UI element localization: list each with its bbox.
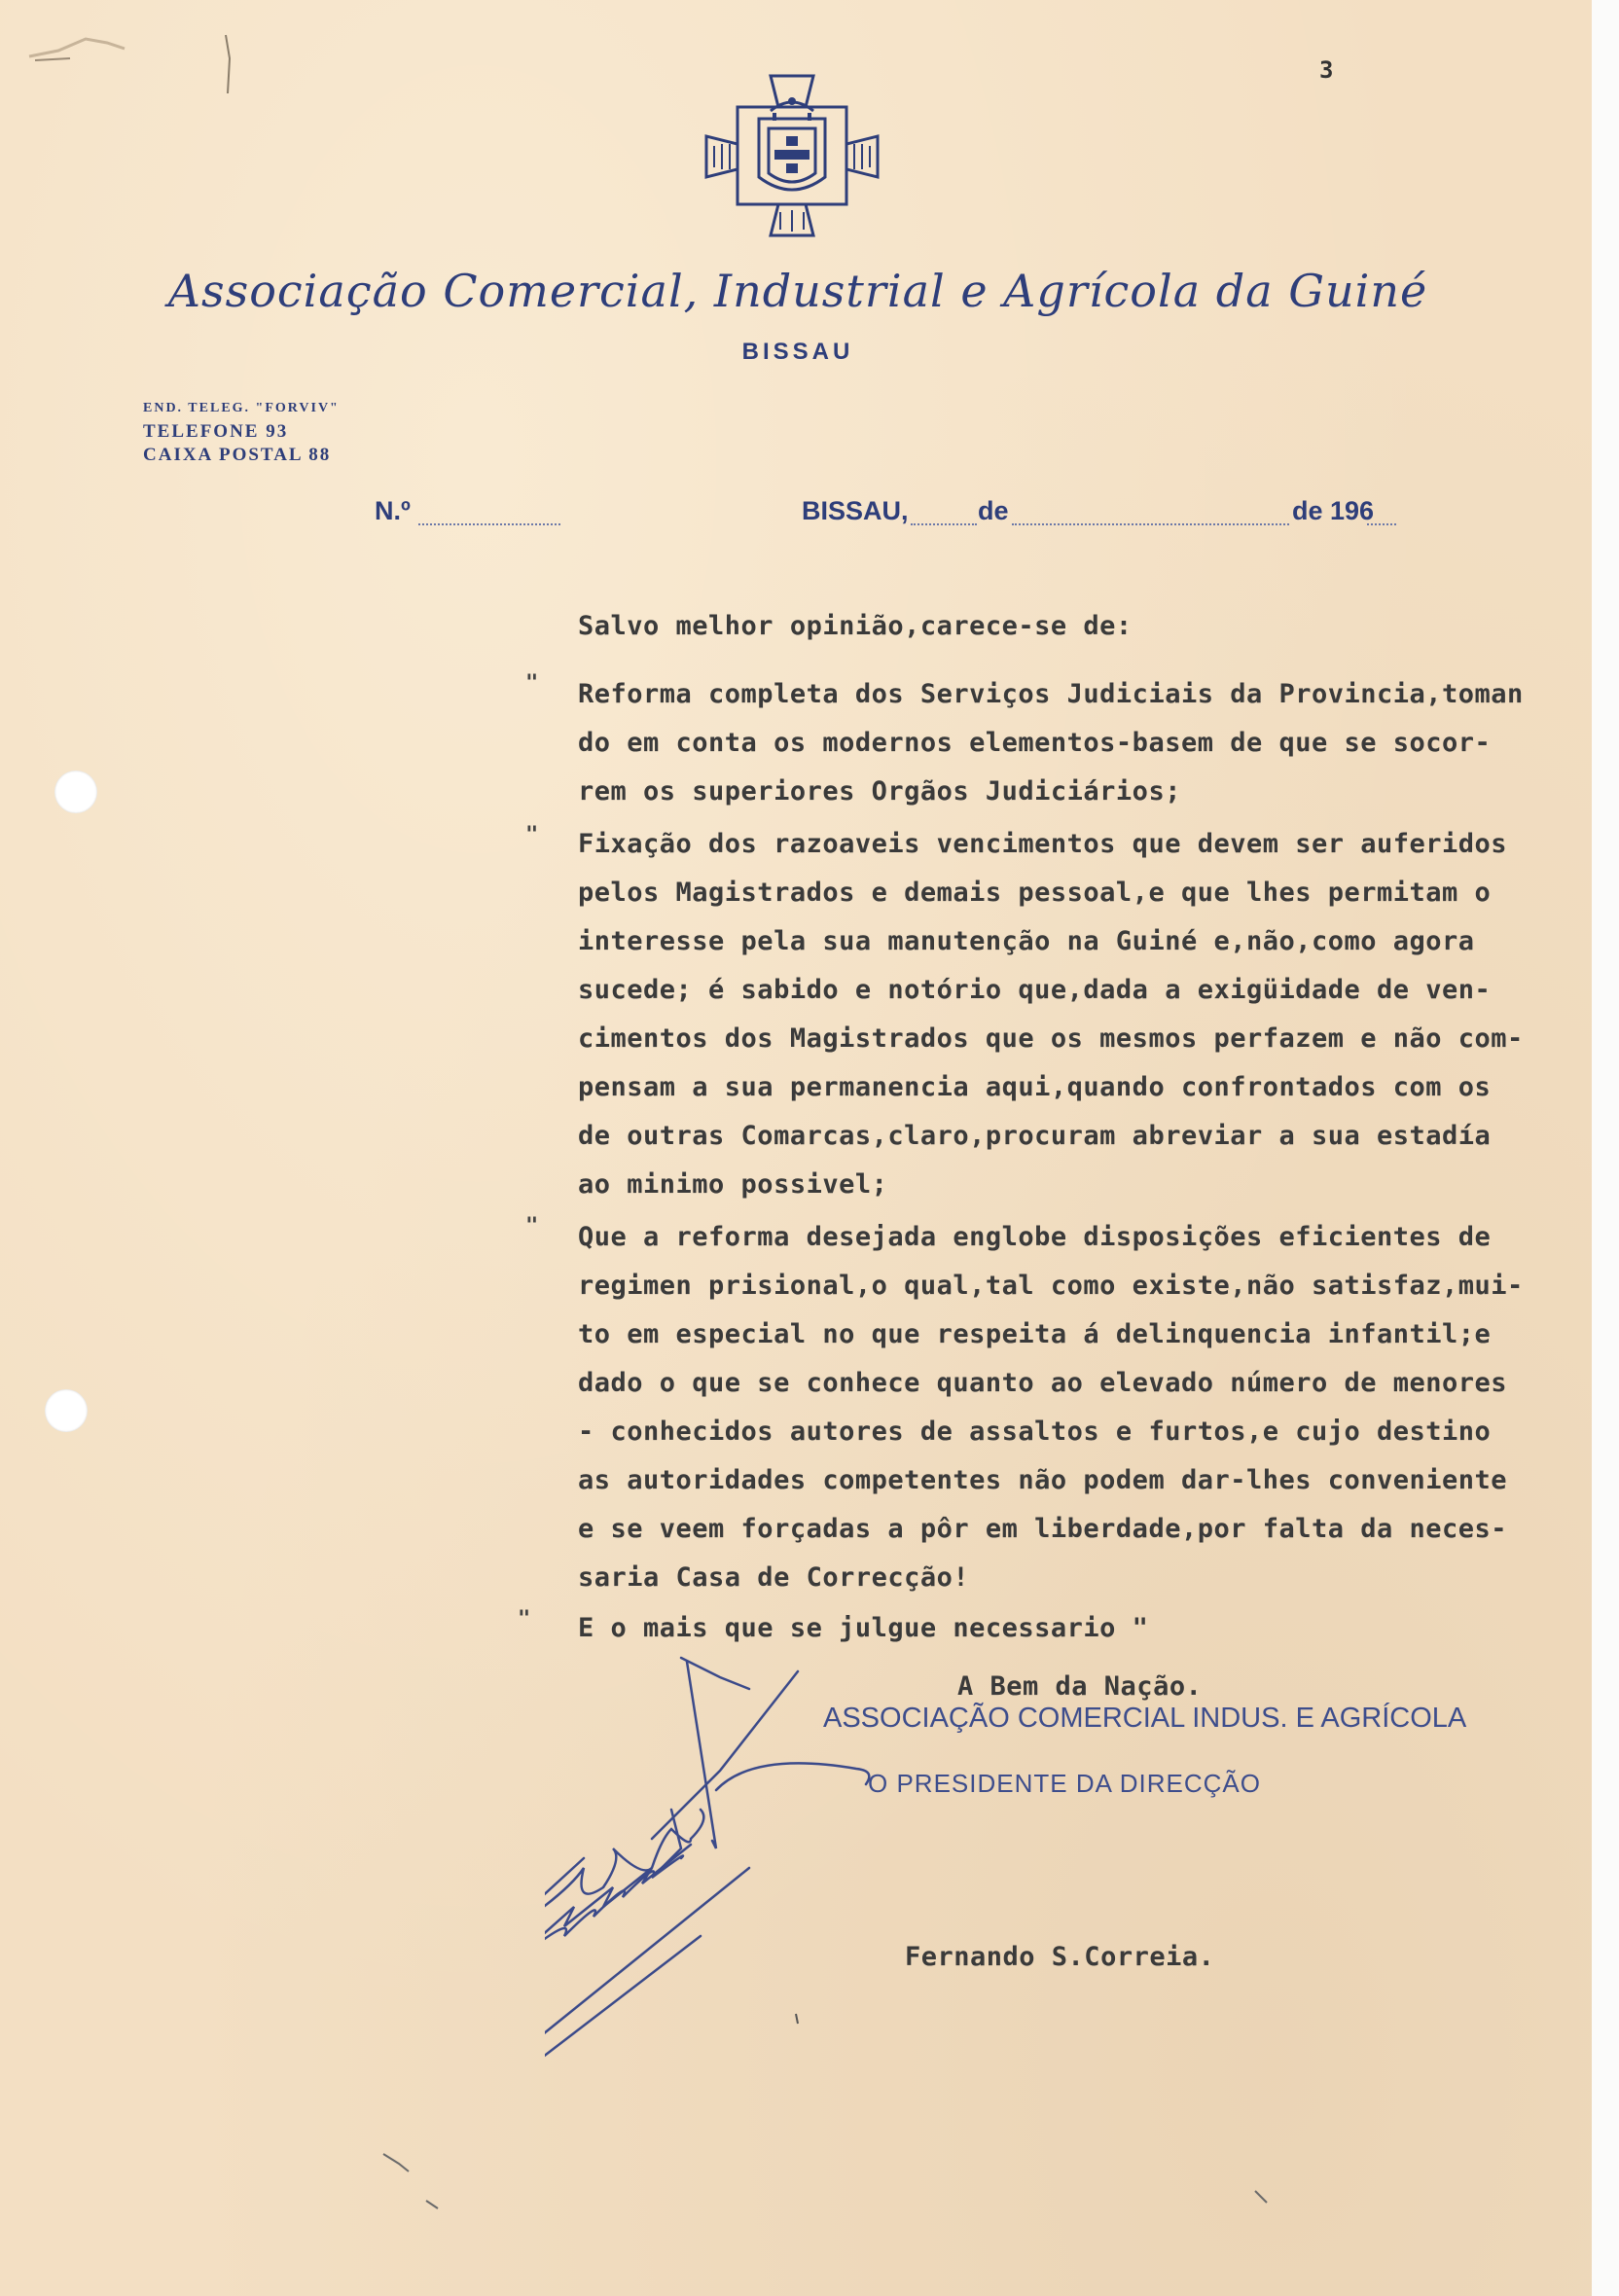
de-label: de bbox=[978, 496, 1009, 525]
item-2-line: ao minimo possivel; bbox=[578, 1169, 888, 1200]
item-3-line: to em especial no que respeita á delinquencia infantil;e bbox=[578, 1319, 1492, 1349]
year-label: de 196 bbox=[1292, 496, 1375, 525]
coat-of-arms-emblem bbox=[702, 68, 881, 243]
telephone: TELEFONE 93 bbox=[143, 421, 289, 442]
quote-mark: " bbox=[518, 1607, 531, 1632]
letterhead-city: BISSAU bbox=[741, 339, 854, 365]
salutation: A Bem da Nação. bbox=[957, 1671, 1203, 1702]
page-edge bbox=[1592, 0, 1619, 2296]
quote-mark: " bbox=[525, 1214, 539, 1238]
item-1-line: Reforma completa dos Serviços Judiciais da Provincia,toman bbox=[578, 679, 1524, 709]
place-label: BISSAU, bbox=[802, 496, 909, 525]
handwritten-signature bbox=[545, 1654, 1343, 2160]
item-2-line: sucede; é sabido e notório que,dada a exigüidade de ven- bbox=[578, 975, 1492, 1005]
quote-mark: " bbox=[525, 671, 539, 696]
stamp-organization: ASSOCIAÇÃO COMERCIAL INDUS. E AGRÍCOLA bbox=[823, 1703, 1467, 1734]
item-3-line: Que a reforma desejada englobe disposições eficientes de bbox=[578, 1222, 1492, 1252]
intro-line: Salvo melhor opinião,carece-se de: bbox=[578, 611, 1133, 641]
item-1-line: rem os superiores Orgãos Judiciários; bbox=[578, 776, 1181, 807]
day-field-line bbox=[911, 523, 977, 525]
number-label: N.º bbox=[375, 496, 411, 525]
number-field-line bbox=[418, 523, 560, 525]
item-2-line: Fixação dos razoaveis vencimentos que devem ser auferidos bbox=[578, 829, 1508, 859]
item-3-line: as autoridades competentes não podem dar-lhes conveniente bbox=[578, 1465, 1508, 1495]
year-field-line bbox=[1367, 523, 1396, 525]
item-2-line: pelos Magistrados e demais pessoal,e que lhes permitam o bbox=[578, 878, 1492, 908]
item-2-line: cimentos dos Magistrados que os mesmos perfazem e não com- bbox=[578, 1023, 1524, 1054]
page-number: 3 bbox=[1319, 56, 1334, 84]
month-field-line bbox=[1012, 523, 1289, 525]
item-3-line: - conhecidos autores de assaltos e furtos,e cujo destino bbox=[578, 1417, 1492, 1447]
item-2-line: de outras Comarcas,claro,procuram abreviar a sua estadía bbox=[578, 1121, 1492, 1151]
item-2-line: interesse pela sua manutenção na Guiné e,não,como agora bbox=[578, 926, 1475, 956]
telegraph-address: END. TELEG. "FORVIV" bbox=[143, 401, 340, 415]
item-2-line: pensam a sua permanencia aqui,quando confrontados com os bbox=[578, 1072, 1492, 1102]
item-1-line: do em conta os modernos elementos-basem de que se socor- bbox=[578, 728, 1492, 758]
stamp-president-title: O PRESIDENTE DA DIRECÇÃO bbox=[868, 1769, 1261, 1798]
signatory-name: Fernando S.Correia. bbox=[905, 1942, 1215, 1972]
item-3-line: saria Casa de Correcção! bbox=[578, 1562, 970, 1593]
item-3-line: dado o que se conhece quanto ao elevado número de menores bbox=[578, 1368, 1508, 1398]
item-3-line: regimen prisional,o qual,tal como existe,não satisfaz,mui- bbox=[578, 1271, 1524, 1301]
organization-name: Associação Comercial, Industrial e Agrícola da Guiné bbox=[167, 265, 1428, 317]
item-4-line: E o mais que se julgue necessario " bbox=[578, 1613, 1149, 1643]
item-3-line: e se veem forçadas a pôr em liberdade,por falta da neces- bbox=[578, 1514, 1508, 1544]
po-box: CAIXA POSTAL 88 bbox=[143, 445, 332, 465]
contact-block bbox=[143, 397, 340, 467]
quote-mark: " bbox=[525, 823, 539, 847]
